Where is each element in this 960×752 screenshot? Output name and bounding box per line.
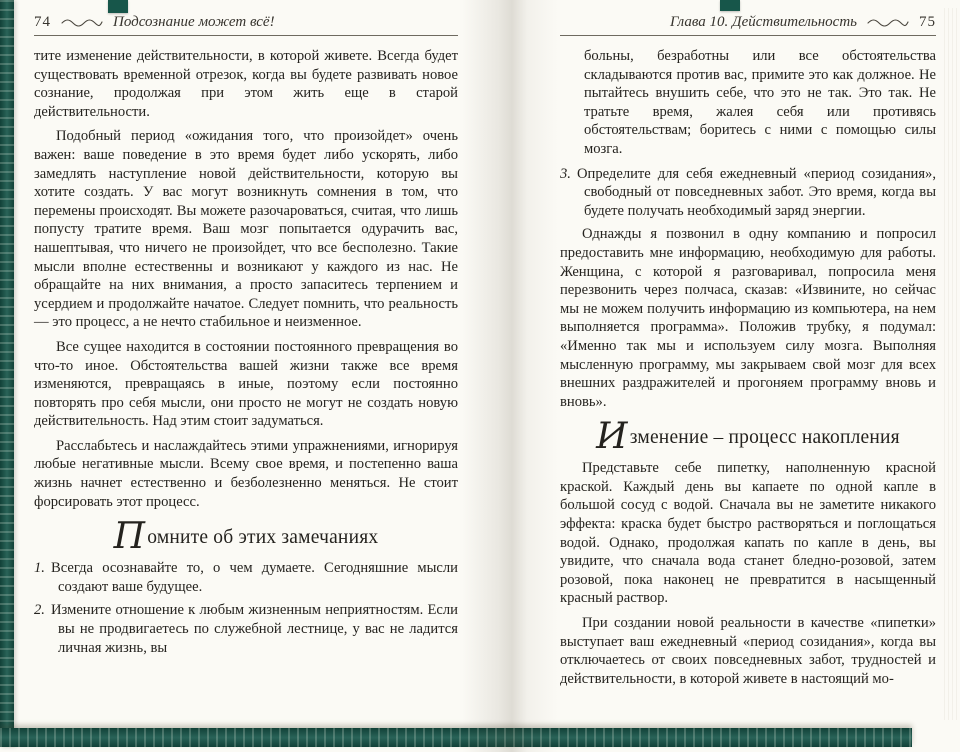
list-text: Измените отношение к любым жизненным неприятностям. Если вы не продвигаетесь по служебной лестнице, у вас не ладится личная жизнь, вы bbox=[51, 602, 458, 656]
paragraph-continuation: тите изменение действительности, в которой живете. Всегда будет существовать временной отрезок, когда вы будете развивать новое сознание, продолжая при этом жить еще в старой действительности. bbox=[34, 48, 458, 120]
gutter-shadow bbox=[462, 0, 558, 752]
list-number: 1. bbox=[34, 560, 45, 577]
binding-tab-left bbox=[108, 0, 128, 13]
header-flourish-icon bbox=[866, 18, 910, 28]
list-text: Определите для себя ежедневный «период созидания», свободный от повседневных забот. Это время, когда вы будете получать необходимый заряд энергии. bbox=[577, 165, 936, 219]
list-item-1 bbox=[34, 559, 458, 596]
right-page-header bbox=[560, 14, 936, 31]
heading-initial-letter: П bbox=[113, 516, 146, 558]
list-number: 2. bbox=[34, 602, 45, 619]
heading-initial-letter: И bbox=[596, 416, 628, 458]
paragraph: При создании новой реальности в качестве «пипетки» выступает ваш ежедневный «период созидания», когда вы отключаетесь от своих повседневных забот, трудностей и действительности, в которой живете в настоящий мо- bbox=[560, 615, 936, 687]
section-heading bbox=[34, 516, 458, 558]
right-running-title: Глава 10. Действительность bbox=[669, 14, 857, 30]
list-number: 3. bbox=[560, 165, 571, 182]
right-header-rule bbox=[560, 35, 936, 36]
right-page bbox=[560, 14, 936, 694]
list-item-continuation: больны, безработны или все обстоятельства складываются против вас, примите это как должное. Не пытайтесь внушить себе, что это не так. Это так. Не тратьте время, жалея себя или противясь обстоятельствам; боритесь с ними с помощью силы мозга. bbox=[584, 48, 936, 157]
list-text: Всегда осознавайте то, о чем думаете. Сегодняшние мысли создают ваше будущее. bbox=[51, 560, 458, 595]
binding-tab-right bbox=[720, 0, 740, 11]
section-heading bbox=[560, 416, 936, 458]
left-page-number: 74 bbox=[34, 14, 51, 30]
left-running-title: Подсознание может всё! bbox=[113, 14, 275, 30]
heading-text: омните об этих замечаниях bbox=[147, 527, 379, 549]
list-item-2 bbox=[34, 601, 458, 657]
paragraph: Все сущее находится в состоянии постоянного превращения во что-то иное. Обстоятельства вашей жизни также все время изменяются, превращаясь в иные, поэтому если постоянно повторять про себя мысли, они просто не могут не создать новую действительность. Над этим стоит задуматься. bbox=[34, 338, 458, 430]
cover-border-left bbox=[0, 0, 14, 747]
list-item-3 bbox=[560, 165, 936, 221]
left-page-header bbox=[34, 14, 458, 31]
paragraph: Подобный период «ожидания того, что произойдет» очень важен: ваше поведение в это время будет либо ускорять, либо замедлять наступление новой действительности, которую вы хотите создать. У вас могут возникнуть сомнения в том, что перемены происходят. Вы можете разочароваться, считая, что лишь попусту тратите время. Ваш мозг попытается одурачить вас, нашептывая, что ничего не произойдет, что все бесполезно. Такие мысли вполне естественны и возникают у каждого из нас. Не обращайте на них внимания, а просто запаситесь терпением и усердием и продолжайте начатое. Следует помнить, что реальность — это процесс, а не нечто стабильное и неизменное. bbox=[34, 128, 458, 331]
paragraph: Представьте себе пипетку, наполненную красной краской. Каждый день вы капаете по одной капле в большой сосуд с водой. Сначала вы не заметите никакого эффекта: краска будет быстро растворяться и поглощаться водой. Однако, продолжая капать по капле в день, вы увидите, что сначала вода станет бледно-розовой, затем розовой, пока наконец не превратится в насыщенный красный раствор. bbox=[560, 460, 936, 607]
header-flourish-icon bbox=[60, 18, 104, 28]
cover-border-bottom bbox=[0, 728, 912, 747]
left-page bbox=[34, 14, 458, 662]
paragraph: Расслабьтесь и наслаждайтесь этими упражнениями, игнорируя любые негативные мысли. Всему свое время, и постепенно ваша жизнь начнет естественно и безболезненно меняться. Не стоит форсировать этот процесс. bbox=[34, 437, 458, 510]
left-header-rule bbox=[34, 35, 458, 36]
paragraph: Однажды я позвонил в одну компанию и попросил предоставить мне информацию, необходимую для работы. Женщина, с которой я разговаривал, попросила меня перезвонить через полчаса, сказав: «Извините, но сейчас мы не можем получить информацию из компьютера, на нем выполняется программа». Положив трубку, я подумал: «Именно так мы и используем силу мозга. Выполняя мысленную программу, мы закрываем свой мозг для всех внешних раздражителей и прогоняем программу вновь и вновь». bbox=[560, 226, 936, 410]
page-edge-right bbox=[944, 8, 958, 720]
right-page-number: 75 bbox=[919, 14, 936, 30]
heading-text: зменение – процесс накопления bbox=[629, 427, 900, 449]
